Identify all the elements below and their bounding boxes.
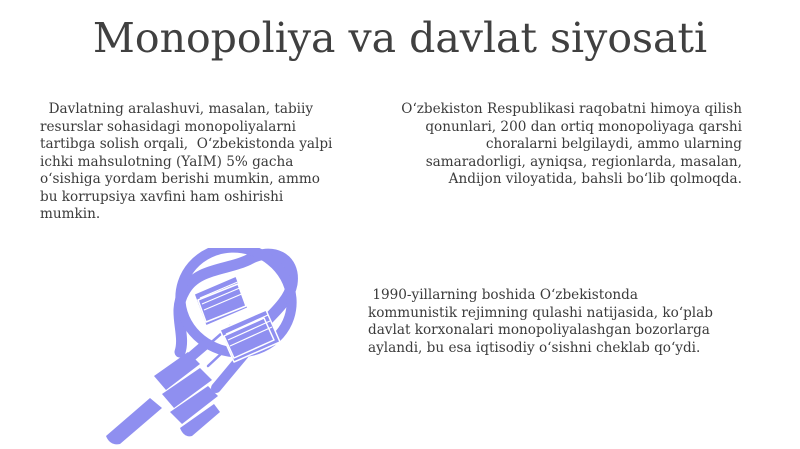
slide-title: Monopoliya va davlat siyosati bbox=[92, 14, 708, 62]
paragraph-bottom: 1990-yillarning boshida O‘zbekistonda kommunistik rejimning qulashi natijasida, ko‘plab davlat korxonalari monopoliyalashgan bozorlarga aylandi, bu esa iqtisodiy o‘sishni cheklab qo‘ydi. bbox=[368, 287, 713, 356]
paragraph-left: Davlatning aralashuvi, masalan, tabiiy resurslar sohasidagi monopoliyalarni tartibga solish orqali, O‘zbekistonda yalpi ichki mahsulotning (YaIM) 5% gacha o‘sishiga yordam berishi mumkin, ammo bu korrupsiya xavfini ham oshirishi mumkin. bbox=[40, 101, 333, 222]
lightbulb-with-books-icon bbox=[96, 248, 320, 448]
paragraph-right: O‘zbekiston Respublikasi raqobatni himoya qilish qonunlari, 200 dan ortiq monopoliyaga qarshi choralarni belgilaydi, ammo ularning samaradorligi, ayniqsa, regionlarda, masalan, Andijon viloyatida, bahsli bo‘lib qolmoqda. bbox=[401, 101, 742, 187]
